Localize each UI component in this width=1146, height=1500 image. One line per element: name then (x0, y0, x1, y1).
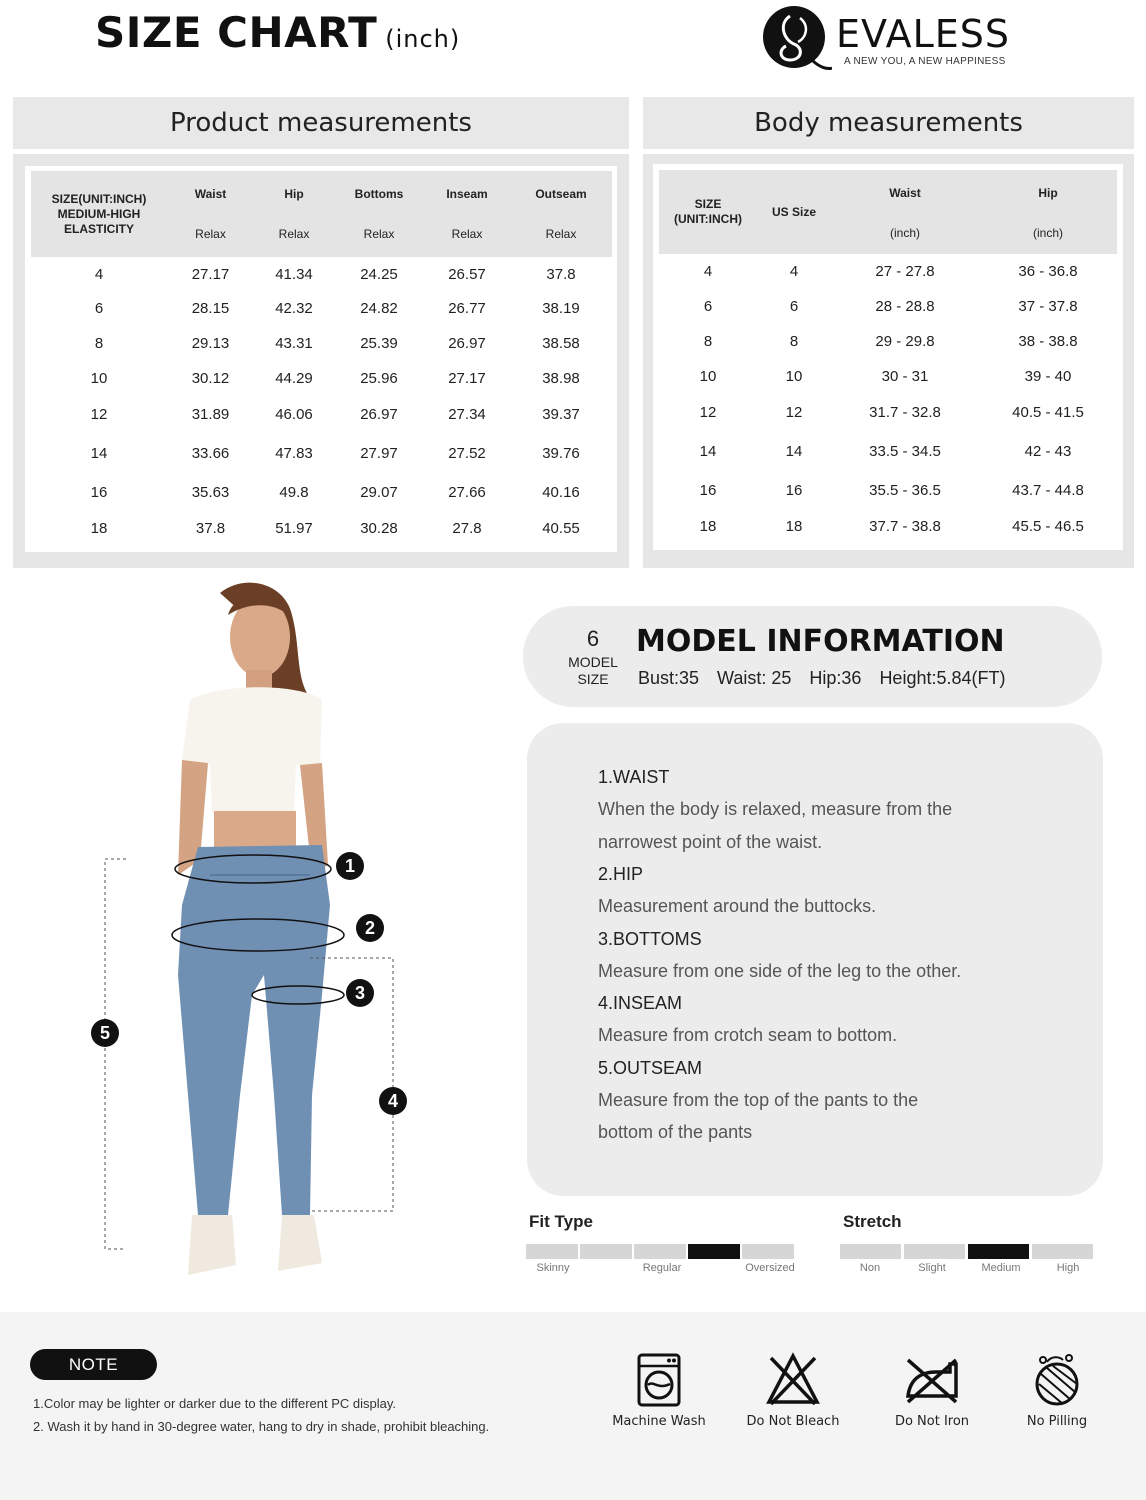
guide-item-title: 5.OUTSEAM (598, 1057, 703, 1078)
unit-label: (inch) (385, 25, 461, 53)
body-table-cell: 14 (785, 442, 803, 460)
product-table-cell: 24.25 (360, 265, 398, 283)
product-table-cell: 35.63 (191, 483, 230, 501)
guide-item-description: When the body is relaxed, measure from the narrowest point of the waist. (598, 799, 953, 852)
product-table-cell: 27.52 (448, 444, 486, 462)
guide-item-description: Measurement around the buttocks. (598, 896, 877, 916)
product-table-cell: 46.06 (275, 406, 313, 423)
care-machine-wash (599, 1352, 719, 1429)
stretch-label: Slight (918, 1262, 946, 1274)
product-table-cell: 29.07 (360, 483, 398, 501)
body-table-cell: 38 - 38.8 (1018, 333, 1078, 350)
product-table-cell: 29.13 (191, 335, 230, 352)
body-table-cell: 43.7 - 44.8 (1012, 481, 1084, 499)
measurement-guide (527, 723, 1103, 1196)
body-table-cell: 6 (789, 298, 799, 315)
product-table-row (31, 511, 612, 546)
product-table-cell: 33.66 (191, 444, 230, 462)
body-table-cell: 10 (699, 368, 717, 385)
guide-item (598, 987, 1068, 1052)
product-table-row (31, 473, 612, 511)
marker-inseam: 4 (379, 1087, 407, 1115)
care-do-not-iron (872, 1352, 992, 1429)
product-table-cell: 42.32 (275, 300, 313, 317)
body-table-cell: 28 - 28.8 (875, 298, 935, 315)
product-table-cell: 39.37 (542, 406, 580, 423)
guide-item (598, 858, 1068, 923)
brand-name: EVALESS (836, 12, 1010, 56)
product-col-outseam: Outseam Relax (510, 171, 612, 257)
model-information-card (523, 606, 1102, 707)
product-table-cell: 37.8 (546, 265, 576, 283)
body-table-cell: 39 - 40 (1024, 368, 1072, 385)
body-table-cell: 37.7 - 38.8 (869, 518, 941, 535)
product-table-cell: 31.89 (191, 406, 230, 423)
product-table-cell: 10 (90, 370, 108, 387)
product-size-header: SIZE(UNIT:INCH) MEDIUM-HIGH ELASTICITY (31, 171, 167, 257)
do-not-bleach-icon (765, 1352, 821, 1408)
body-table-row (659, 254, 1117, 289)
body-table-cell: 27 - 27.8 (875, 263, 935, 280)
stretch-label: Non (859, 1262, 881, 1274)
product-table-header (31, 171, 612, 257)
product-table-cell: 8 (94, 335, 104, 352)
product-table-cell: 51.97 (275, 520, 313, 537)
body-table-cell: 36 - 36.8 (1018, 263, 1078, 280)
stretch-label: High (1056, 1262, 1080, 1274)
product-table-cell: 30.28 (360, 520, 398, 537)
fit-type-label: Oversized (745, 1262, 795, 1274)
product-table-row (31, 326, 612, 361)
no-pilling-icon (1029, 1352, 1085, 1408)
body-table-cell: 16 (699, 481, 717, 499)
product-table-cell: 43.31 (275, 335, 313, 352)
note-line-2: 2. Wash it by hand in 30-degree water, hang to dry in shade, prohibit bleaching. (33, 1419, 490, 1434)
product-table-cell: 25.39 (360, 335, 398, 352)
brand-logo (760, 4, 1020, 74)
product-table-cell: 28.15 (191, 300, 230, 317)
model-size-value: 6 (586, 626, 600, 651)
product-table-cell: 14 (90, 444, 108, 462)
body-table-cell: 4 (703, 263, 713, 280)
machine-wash-icon (636, 1352, 682, 1408)
fit-type-segment (526, 1244, 578, 1259)
fit-type-label: Regular (642, 1262, 682, 1274)
product-table-cell: 26.77 (448, 300, 486, 317)
body-table-row (659, 359, 1117, 394)
body-col-waist: Waist (inch) (831, 170, 979, 254)
product-table-cell: 30.12 (191, 370, 230, 387)
note-line-1: 1.Color may be lighter or darker due to the different PC display. (33, 1396, 396, 1411)
product-table-cell: 18 (90, 520, 108, 537)
body-table-cell: 8 (789, 333, 799, 350)
product-table-row (31, 361, 612, 396)
guide-item-title: 1.WAIST (598, 767, 670, 787)
stretch-title: Stretch (843, 1212, 902, 1231)
body-us-size-header: US Size (757, 170, 831, 254)
product-measurements-heading: Product measurements (13, 97, 629, 149)
product-table-cell: 38.58 (542, 335, 580, 352)
care-label-machine-wash: Machine Wash (612, 1414, 706, 1429)
body-table-row (659, 431, 1117, 471)
model-size-label: MODEL SIZE (568, 654, 618, 687)
model-figure (60, 575, 460, 1305)
product-table-row (31, 257, 612, 291)
guide-item-title: 3.BOTTOMS (598, 928, 702, 949)
body-table-cell: 8 (703, 333, 713, 350)
body-col-hip: Hip (inch) (979, 170, 1117, 254)
product-table-cell: 27.17 (191, 265, 230, 283)
fit-type-segment (742, 1244, 794, 1259)
body-table-cell: 42 - 43 (1024, 442, 1072, 460)
product-col-inseam: Inseam Relax (424, 171, 510, 257)
product-table-cell: 38.98 (542, 370, 580, 387)
guide-item-description: Measure from crotch seam to bottom. (598, 1025, 898, 1045)
product-table-cell: 27.66 (448, 483, 486, 501)
size-chart-title: SIZE CHART (inch) (95, 8, 461, 57)
marker-hip: 2 (356, 914, 384, 942)
brand-mark-icon (760, 4, 832, 74)
body-table-cell: 18 (785, 518, 803, 535)
product-table-cell: 27.34 (448, 406, 486, 423)
product-table-cell: 49.8 (279, 483, 309, 501)
note-badge: NOTE (30, 1349, 157, 1380)
product-table-cell: 39.76 (542, 444, 580, 462)
product-table-row (31, 433, 612, 473)
model-bust: Bust:35 (638, 668, 700, 688)
body-table-row (659, 289, 1117, 324)
product-table-cell: 27.97 (360, 444, 398, 462)
model-height: Height:5.84(FT) (879, 668, 1006, 688)
fit-type-label: Skinny (536, 1262, 570, 1274)
body-table-cell: 18 (699, 518, 717, 535)
product-table-cell: 25.96 (360, 370, 398, 387)
guide-item (598, 761, 1068, 858)
product-table-cell: 27.8 (452, 520, 482, 537)
stretch-segment (840, 1244, 901, 1259)
body-table-cell: 40.5 - 41.5 (1012, 404, 1084, 421)
fit-type-segment (580, 1244, 632, 1259)
model-stats (638, 668, 1023, 689)
marker-waist: 1 (336, 852, 364, 880)
product-table-cell: 40.16 (542, 483, 580, 501)
product-table-cell: 27.17 (448, 370, 486, 387)
stretch-segment (1032, 1244, 1093, 1259)
fit-type-title: Fit Type (529, 1212, 593, 1231)
model-illustration (60, 575, 460, 1305)
guide-item-title: 4.INSEAM (598, 993, 683, 1013)
product-table-cell: 6 (94, 300, 104, 317)
body-table-cell: 12 (699, 404, 717, 421)
fit-type-segment-selected (688, 1244, 740, 1259)
body-size-header: SIZE (UNIT:INCH) (659, 170, 757, 254)
brand-tagline: A NEW YOU, A NEW HAPPINESS (844, 56, 1006, 67)
care-label-do-not-iron: Do Not Iron (894, 1414, 970, 1429)
product-table-row (31, 291, 612, 326)
body-table-cell: 35.5 - 36.5 (869, 481, 941, 499)
body-table-cell: 10 (785, 368, 803, 385)
care-no-pilling (997, 1352, 1117, 1429)
body-table-cell: 29 - 29.8 (875, 333, 935, 350)
stretch-label: Medium (981, 1262, 1021, 1274)
model-information-title: MODEL INFORMATION (636, 624, 1005, 659)
product-table-cell: 44.29 (275, 370, 313, 387)
product-table-cell: 24.82 (360, 300, 398, 317)
product-measurements-table (31, 171, 612, 546)
product-table-cell: 41.34 (275, 265, 313, 283)
body-table-cell: 37 - 37.8 (1018, 298, 1078, 315)
body-table-cell: 6 (703, 298, 713, 315)
product-table-cell: 38.19 (542, 300, 580, 317)
marker-bottoms: 3 (346, 979, 374, 1007)
body-table-row (659, 471, 1117, 509)
body-table-cell: 14 (699, 442, 717, 460)
product-table-cell: 26.97 (448, 335, 486, 352)
product-table-cell: 40.55 (542, 520, 580, 537)
product-table-cell: 4 (94, 265, 104, 283)
body-table-cell: 45.5 - 46.5 (1012, 518, 1084, 535)
model-hip: Hip:36 (809, 668, 862, 688)
body-table-row (659, 394, 1117, 431)
body-table-cell: 16 (785, 481, 803, 499)
body-measurements-heading: Body measurements (643, 97, 1134, 149)
body-table-cell: 30 - 31 (881, 368, 929, 385)
guide-item-description: Measure from the top of the pants to the bottom of the pants (598, 1089, 919, 1142)
model-waist: Waist: 25 (717, 668, 792, 688)
body-table-cell: 12 (785, 404, 803, 421)
guide-item-title: 2.HIP (598, 864, 644, 884)
body-table-cell: 33.5 - 34.5 (869, 442, 941, 460)
body-table-header (659, 170, 1117, 254)
product-table-cell: 37.8 (195, 520, 226, 537)
marker-outseam: 5 (91, 1019, 119, 1047)
product-col-hip: Hip Relax (254, 171, 334, 257)
fit-type-segment (634, 1244, 686, 1259)
care-label-do-not-bleach: Do Not Bleach (746, 1414, 840, 1429)
body-table-cell: 4 (789, 263, 799, 280)
product-table-cell: 47.83 (275, 444, 313, 462)
footer-notes (0, 1312, 1146, 1500)
product-table-cell: 26.57 (448, 265, 486, 283)
body-table-row (659, 509, 1117, 544)
product-table-cell: 16 (90, 483, 108, 501)
body-table-row (659, 324, 1117, 359)
stretch-segment-selected (968, 1244, 1029, 1259)
body-table-cell: 31.7 - 32.8 (869, 404, 941, 421)
product-col-bottoms: Bottoms Relax (334, 171, 424, 257)
guide-item (598, 923, 1068, 988)
do-not-iron-icon (902, 1352, 962, 1408)
care-do-not-bleach (733, 1352, 853, 1429)
care-label-no-pilling: No Pilling (1026, 1414, 1088, 1429)
body-measurements-table (659, 170, 1117, 544)
product-table-cell: 12 (90, 406, 108, 423)
product-col-waist: Waist Relax (167, 171, 254, 257)
product-table-row (31, 396, 612, 433)
guide-item-description: Measure from one side of the leg to the other. (598, 960, 962, 981)
guide-item (598, 1052, 1068, 1149)
stretch-segment (904, 1244, 965, 1259)
product-table-cell: 26.97 (360, 406, 398, 423)
